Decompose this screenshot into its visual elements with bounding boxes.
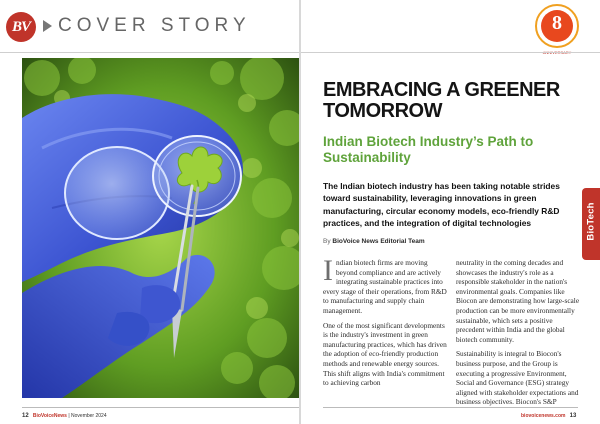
body-paragraph: Sustainability is integral to Biocon's business purpose, and the Group is executing a progressive Environment, Social and Governance (ESG) strategy aligned with stakeholder expectations and business objectives. Biocon's S&P bbox=[456, 349, 579, 407]
right-footer bbox=[521, 413, 576, 419]
petri-dish bbox=[65, 147, 169, 239]
footer-issue: | November 2024 bbox=[68, 413, 107, 419]
body-text: ndian biotech firms are moving beyond compliance and are actively integrating sustainable practices into every stage of their operations, from R&D to manufacturing and supply chain management. bbox=[323, 258, 447, 315]
body-column-1 bbox=[323, 254, 447, 393]
byline-author: BioVoice News Editorial Team bbox=[332, 238, 425, 245]
drop-cap: I bbox=[323, 254, 333, 287]
right-page bbox=[301, 0, 600, 424]
anniversary-badge-icon bbox=[541, 10, 573, 42]
body-column-2 bbox=[456, 258, 580, 412]
footer-divider bbox=[22, 407, 299, 408]
byline bbox=[323, 238, 425, 245]
badge-number: 8 bbox=[552, 12, 562, 34]
header-divider bbox=[301, 52, 600, 53]
article-subheadline: Indian Biotech Industry’s Path to Sustainability bbox=[323, 134, 534, 165]
lab-photo-illustration bbox=[22, 58, 299, 398]
play-arrow-icon bbox=[43, 20, 52, 32]
anniversary-badge bbox=[535, 4, 579, 48]
left-footer bbox=[22, 413, 107, 419]
page-number: 12 bbox=[22, 413, 29, 419]
byline-prefix: By bbox=[323, 238, 331, 245]
footer-divider bbox=[323, 407, 578, 408]
body-paragraph bbox=[323, 254, 447, 316]
side-tab-label: BioTech bbox=[585, 202, 597, 241]
footer-brand: BioVoiceNews bbox=[32, 413, 67, 419]
footer-brand: biovoicenews.com bbox=[521, 413, 566, 419]
page-number: 13 bbox=[569, 413, 577, 419]
article-intro: The Indian biotech industry has been taking notable strides toward sustainability, leveraging innovations in green manufacturing, circular economy models, eco-friendly R&D practices, and the integration of digital technologies bbox=[323, 181, 560, 229]
body-paragraph: neutrality in the coming decades and showcases the industry's role as a responsible stakeholder in the nation's environmental goals. Companies like Biocon are demonstrating how large-scale production can be more environmentally sustainable, which sets a positive precedent within India and the global biotech community. bbox=[456, 258, 580, 344]
section-label: COVER STORY bbox=[58, 15, 251, 36]
cover-photo bbox=[22, 58, 299, 398]
section-side-tab[interactable] bbox=[582, 188, 600, 260]
body-paragraph: One of the most significant developments is the industry's investment in green manufacturing practices, which has driven the adoption of eco-friendly production methods and renewable energy sources. This shift aligns with India's commitment to achieving carbon bbox=[323, 320, 447, 388]
biovoice-logo[interactable]: BV bbox=[6, 12, 36, 42]
article-headline: EMBRACING A GREENER TOMORROW bbox=[323, 79, 560, 122]
header-divider bbox=[0, 52, 299, 53]
left-page bbox=[0, 0, 299, 424]
